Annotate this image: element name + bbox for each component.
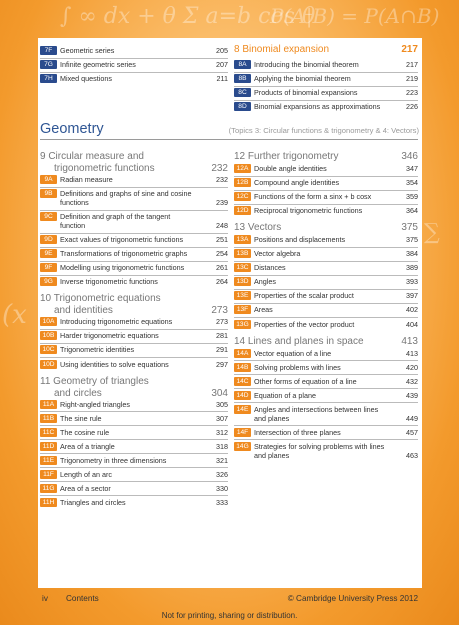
entry-title-line: Other forms of equation of a line (254, 376, 357, 386)
section-code: 11F (40, 470, 57, 479)
entry-divider (234, 360, 418, 361)
section-code: 7F (40, 46, 57, 55)
section-code: 14C (234, 377, 251, 386)
toc-entry[interactable] (40, 414, 228, 423)
entry-title-line: The sine rule (60, 413, 102, 423)
entry-title-line: Reciprocal trigonometric functions (254, 206, 363, 216)
entry-divider (234, 100, 418, 101)
entry-title: Infinite geometric series (60, 60, 136, 70)
toc-entry[interactable] (234, 305, 418, 314)
section-code: 9B (40, 189, 57, 198)
entry-title (60, 400, 204, 409)
section-topics: (Topics 3: Circular functions & trigonometry & 4: Vectors) (228, 126, 419, 135)
toc-entry[interactable] (40, 46, 228, 55)
entry-title (254, 164, 394, 173)
entry-page: 219 (406, 74, 418, 84)
section-code: 11C (40, 428, 57, 437)
chapter-heading[interactable] (234, 336, 418, 348)
section-code: 9G (40, 277, 57, 286)
entry-page: 375 (406, 235, 418, 245)
decoration-formula: (x (2, 300, 27, 330)
entry-divider (40, 275, 228, 276)
entry-title-line: Strategies for solving problems with lines (254, 441, 385, 451)
entry-title (60, 175, 204, 184)
chapter-heading[interactable] (234, 44, 418, 56)
entry-divider (234, 247, 418, 248)
entry-title (254, 363, 394, 372)
entry-page: 384 (406, 249, 418, 259)
chapter-title (40, 151, 211, 175)
entry-title (60, 317, 204, 326)
section-code: 8C (234, 88, 251, 97)
entry-divider (40, 187, 228, 188)
entry-page: 217 (406, 60, 418, 69)
entry-page: 333 (216, 497, 228, 507)
entry-page: 264 (216, 277, 228, 287)
section-code: 9E (40, 249, 57, 258)
section-code: 7H (40, 74, 57, 83)
entry-title (60, 249, 204, 258)
entry-page: 364 (406, 206, 418, 216)
section-title: Geometry (40, 121, 104, 137)
entry-title (254, 291, 394, 300)
entry-title-line: and planes (254, 450, 290, 460)
section-code: 11D (40, 442, 57, 451)
entry-divider (40, 453, 228, 454)
section-code: 9D (40, 235, 57, 244)
entry-title-line: Distances (254, 263, 286, 273)
section-code: 13D (234, 277, 251, 286)
entry-title-line: functions (60, 198, 89, 208)
footer-page-number: iv (42, 594, 48, 603)
chapter-title (40, 376, 211, 400)
entry-title-line: Properties of the scalar product (254, 291, 354, 301)
chapter-title-line: 13 Vectors (234, 222, 282, 234)
entry-page: 307 (216, 413, 228, 423)
section-divider (40, 139, 418, 140)
entry-title (254, 235, 394, 244)
toc-entry[interactable] (40, 484, 228, 493)
entry-title-line: The cosine rule (60, 427, 110, 437)
entry-title (254, 349, 394, 358)
toc-entry[interactable] (40, 498, 228, 507)
entry-page: 318 (216, 441, 228, 451)
entry-divider (234, 289, 418, 290)
entry-title (254, 377, 394, 386)
section-code: 11G (40, 484, 57, 493)
entry-title: Geometric series (60, 46, 115, 55)
entry-divider (234, 439, 418, 440)
entry-page: 330 (216, 483, 228, 493)
toc-entry[interactable] (234, 235, 418, 244)
entry-title-line: Area of a triangle (60, 441, 115, 451)
entry-divider (40, 72, 228, 73)
toc-entry[interactable] (40, 189, 228, 207)
entry-title (254, 305, 394, 314)
distribution-notice: Not for printing, sharing or distribution. (161, 611, 298, 620)
entry-title (254, 391, 394, 400)
chapter-title-line: 14 Lines and planes in space (234, 335, 364, 347)
toc-entry[interactable] (40, 60, 228, 69)
entry-page: 239 (216, 198, 228, 208)
entry-divider (40, 495, 228, 496)
toc-entry[interactable] (234, 277, 418, 286)
toc-entry[interactable] (40, 317, 228, 326)
chapter-page: 304 (211, 387, 228, 399)
entry-title (254, 428, 394, 437)
toc-entry[interactable] (234, 377, 418, 386)
section-code: 12B (234, 178, 251, 187)
section-code: 13E (234, 291, 251, 300)
section-code: 11B (40, 414, 57, 423)
entry-title (60, 189, 204, 207)
chapter-heading[interactable] (234, 222, 418, 234)
entry-page: 261 (216, 263, 228, 273)
entry-title-line: Length of an arc (60, 469, 112, 479)
entry-title (60, 235, 204, 244)
section-code: 12D (234, 206, 251, 215)
chapter-title-line: 11 Geometry of triangles (40, 375, 149, 387)
entry-title (254, 249, 394, 258)
entry-title-line: Triangles and circles (60, 497, 126, 507)
chapter-page: 346 (401, 151, 418, 162)
entry-divider (234, 388, 418, 389)
entry-title: Applying the binomial theorem (254, 74, 351, 84)
chapter-page: 217 (401, 44, 418, 55)
entry-title (254, 263, 394, 272)
toc-entry[interactable] (40, 212, 228, 230)
entry-title-line: Inverse trigonometric functions (60, 277, 158, 287)
section-code: 13C (234, 263, 251, 272)
section-code: 14G (234, 442, 251, 451)
entry-page: 248 (216, 221, 228, 231)
entry-page: 232 (216, 175, 228, 184)
entry-divider (234, 204, 418, 205)
entry-title-line: Definitions and graphs of sine and cosine (60, 189, 192, 199)
section-code: 12A (234, 164, 251, 173)
entry-title: Binomial expansions as approximations (254, 102, 381, 112)
entry-title: Mixed questions (60, 74, 112, 84)
entry-divider (40, 343, 228, 344)
entry-page: 397 (406, 291, 418, 301)
toc-entry[interactable] (234, 320, 418, 329)
section-code: 10D (40, 360, 57, 369)
toc-entry[interactable] (40, 442, 228, 451)
chapter-title-line: 10 Trigonometric equations (40, 293, 161, 305)
section-code: 12C (234, 192, 251, 201)
chapter-heading[interactable] (40, 376, 228, 400)
chapter-title (234, 151, 401, 163)
section-code: 10B (40, 331, 57, 340)
entry-divider (234, 86, 418, 87)
toc-entry[interactable] (40, 400, 228, 409)
entry-page: 389 (406, 263, 418, 273)
entry-divider (40, 481, 228, 482)
entry-page: 251 (216, 235, 228, 245)
entry-title-line: Double angle identities (254, 164, 327, 173)
entry-title (60, 470, 204, 479)
chapter-title (234, 222, 401, 234)
section-code: 7G (40, 60, 57, 69)
entry-title (60, 498, 204, 507)
entry-divider (234, 261, 418, 262)
entry-divider (234, 425, 418, 426)
toc-entry[interactable] (234, 405, 418, 423)
entry-title-line: Functions of the form a sinx + b cosx (254, 192, 372, 202)
toc-entry[interactable] (234, 88, 418, 97)
toc-entry[interactable] (234, 391, 418, 400)
entry-title-line: Vector algebra (254, 249, 301, 259)
section-code: 8D (234, 102, 251, 111)
entry-title (60, 360, 204, 369)
entry-title-line: Area of a sector (60, 483, 111, 493)
section-code: 9F (40, 263, 57, 272)
entry-title (60, 456, 204, 465)
entry-divider (234, 303, 418, 304)
section-code: 13A (234, 235, 251, 244)
entry-title (254, 320, 394, 329)
entry-title (60, 428, 204, 437)
chapter-heading[interactable] (40, 151, 228, 175)
chapter-heading[interactable] (40, 293, 228, 317)
chapter-title-line: and identities (54, 305, 113, 317)
toc-entry[interactable] (40, 345, 228, 354)
footer-copyright: © Cambridge University Press 2012 (287, 594, 418, 603)
entry-page: 413 (406, 348, 418, 358)
toc-entry[interactable] (40, 74, 228, 83)
entry-divider (234, 72, 418, 73)
toc-entry[interactable] (234, 102, 418, 111)
entry-divider (234, 317, 418, 318)
entry-title-line: Angles and intersections between lines (254, 404, 379, 414)
section-code: 11H (40, 498, 57, 507)
section-code: 14F (234, 428, 251, 437)
entry-title-line: Using identities to solve equations (60, 359, 169, 369)
section-code: 10A (40, 317, 57, 326)
entry-title (60, 277, 204, 286)
section-code: 14B (234, 363, 251, 372)
entry-page: 359 (406, 192, 418, 202)
entry-title-line: Equation of a plane (254, 390, 316, 400)
entry-page: 226 (406, 102, 418, 112)
entry-title-line: Intersection of three planes (254, 427, 341, 437)
entry-divider (234, 374, 418, 375)
section-code: 13B (234, 249, 251, 258)
chapter-title-line: 12 Further trigonometry (234, 151, 339, 162)
entry-divider (40, 467, 228, 468)
section-code: 8B (234, 74, 251, 83)
chapter-page: 232 (211, 163, 228, 174)
entry-title (60, 484, 204, 493)
entry-divider (40, 425, 228, 426)
entry-page: 211 (216, 74, 228, 84)
entry-divider (40, 411, 228, 412)
toc-entry[interactable] (40, 175, 228, 184)
entry-divider (234, 402, 418, 403)
entry-divider (234, 275, 418, 276)
entry-title-line: Introducing trigonometric equations (60, 317, 173, 327)
entry-title: Introducing the binomial theorem (254, 60, 359, 69)
entry-title-line: Modelling using trigonometric functions (60, 263, 185, 273)
decoration-formula: ∑ (424, 220, 440, 245)
entry-title (254, 192, 394, 201)
section-code: 9A (40, 175, 57, 184)
section-code: 11A (40, 400, 57, 409)
entry-page: 291 (216, 345, 228, 355)
section-code: 8A (234, 60, 251, 69)
section-code: 14A (234, 349, 251, 358)
entry-divider (40, 439, 228, 440)
entry-page: 402 (406, 305, 418, 315)
entry-title-line: Harder trigonometric equations (60, 331, 159, 341)
section-code: 11E (40, 456, 57, 465)
entry-divider (40, 247, 228, 248)
entry-title: Products of binomial expansions (254, 88, 358, 98)
entry-page: 297 (216, 359, 228, 369)
entry-page: 305 (216, 399, 228, 409)
entry-divider (234, 190, 418, 191)
entry-title (60, 263, 204, 272)
chapter-page: 375 (401, 222, 418, 234)
toc-entry[interactable] (40, 428, 228, 437)
chapter-page: 273 (211, 305, 228, 317)
toc-entry[interactable] (234, 249, 418, 258)
entry-page: 420 (406, 362, 418, 372)
toc-entry[interactable] (234, 164, 418, 173)
toc-entry[interactable] (40, 470, 228, 479)
entry-page: 354 (406, 178, 418, 188)
toc-entry[interactable] (234, 263, 418, 272)
entry-title-line: Areas (254, 305, 273, 315)
page-footer (42, 594, 418, 603)
chapter-page: 413 (401, 335, 418, 347)
chapter-title: 8 Binomial expansion (234, 44, 330, 55)
entry-divider (234, 176, 418, 177)
entry-page: 404 (406, 319, 418, 329)
entry-page: 449 (406, 413, 418, 423)
toc-entry[interactable] (40, 235, 228, 244)
entry-title (60, 442, 204, 451)
entry-title-line: Angles (254, 277, 276, 287)
entry-page: 457 (406, 427, 418, 437)
entry-divider (40, 210, 228, 211)
toc-entry[interactable] (234, 428, 418, 437)
toc-entry[interactable] (234, 178, 418, 187)
entry-title-line: Definition and graph of the tangent (60, 212, 171, 222)
entry-title-line: Transformations of trigonometric graphs (60, 249, 188, 259)
footer-label: Contents (66, 594, 99, 603)
toc-entry[interactable] (234, 60, 418, 69)
entry-title (254, 206, 394, 215)
entry-title (60, 414, 204, 423)
entry-title-line: Exact values of trigonometric functions (60, 235, 184, 245)
entry-page: 439 (406, 390, 418, 400)
entry-title (60, 331, 204, 340)
toc-entry[interactable] (234, 349, 418, 358)
entry-page: 281 (216, 331, 228, 341)
entry-page: 207 (216, 60, 228, 70)
toc-entry[interactable] (234, 291, 418, 300)
decoration-formula: ∫ ∞ dx + θ Σ a=b cos θ (60, 4, 316, 29)
section-code: 14E (234, 405, 251, 414)
entry-divider (40, 58, 228, 59)
entry-page: 254 (216, 249, 228, 259)
toc-entry[interactable] (40, 360, 228, 369)
entry-title (254, 405, 394, 423)
chapter-heading[interactable] (234, 151, 418, 163)
toc-entry[interactable] (234, 363, 418, 372)
entry-title-line: Compound angle identities (254, 178, 340, 188)
entry-title (254, 277, 394, 286)
toc-entry[interactable] (234, 192, 418, 201)
section-code: 13F (234, 305, 251, 314)
entry-title-line: Properties of the vector product (254, 319, 355, 329)
entry-title (60, 212, 204, 230)
toc-entry[interactable] (234, 206, 418, 215)
entry-page: 326 (216, 469, 228, 479)
entry-page: 321 (216, 455, 228, 465)
entry-title-line: Vector equation of a line (254, 348, 332, 358)
entry-title-line: Right-angled triangles (60, 399, 130, 409)
entry-title-line: function (60, 221, 86, 231)
entry-title (60, 345, 204, 354)
entry-title-line: Trigonometry in three dimensions (60, 455, 167, 465)
toc-entry[interactable] (40, 277, 228, 286)
entry-divider (40, 329, 228, 330)
entry-page: 273 (216, 317, 228, 327)
chapter-title-line: 9 Circular measure and (40, 151, 144, 162)
entry-page: 463 (406, 450, 418, 460)
entry-divider (40, 233, 228, 234)
entry-page: 393 (406, 277, 418, 287)
entry-title-line: Positions and displacements (254, 235, 346, 245)
toc-entry[interactable] (40, 331, 228, 340)
chapter-title (234, 336, 401, 348)
section-code: 10C (40, 345, 57, 354)
entry-title (254, 178, 394, 187)
toc-entry[interactable] (40, 263, 228, 272)
section-code: 14D (234, 391, 251, 400)
entry-divider (40, 261, 228, 262)
entry-divider (40, 357, 228, 358)
decoration-formula: P(A|B) = P(A∩B) (270, 4, 440, 28)
toc-entry[interactable] (234, 442, 418, 460)
chapter-title-line: and circles (54, 387, 102, 399)
entry-page: 347 (406, 164, 418, 173)
entry-page: 432 (406, 376, 418, 386)
toc-entry[interactable] (40, 249, 228, 258)
entry-page: 312 (216, 427, 228, 437)
entry-page: 223 (406, 88, 418, 98)
section-code: 13G (234, 320, 251, 329)
chapter-title (40, 293, 211, 317)
chapter-title-line: trigonometric functions (54, 163, 155, 174)
entry-title-line: and planes (254, 413, 290, 423)
entry-title-line: Radian measure (60, 175, 113, 184)
entry-title-line: Solving problems with lines (254, 362, 341, 372)
toc-entry[interactable] (40, 456, 228, 465)
entry-page: 205 (216, 46, 228, 55)
toc-entry[interactable] (234, 74, 418, 83)
entry-title (254, 442, 394, 460)
entry-title-line: Trigonometric identities (60, 345, 135, 355)
section-code: 9C (40, 212, 57, 221)
